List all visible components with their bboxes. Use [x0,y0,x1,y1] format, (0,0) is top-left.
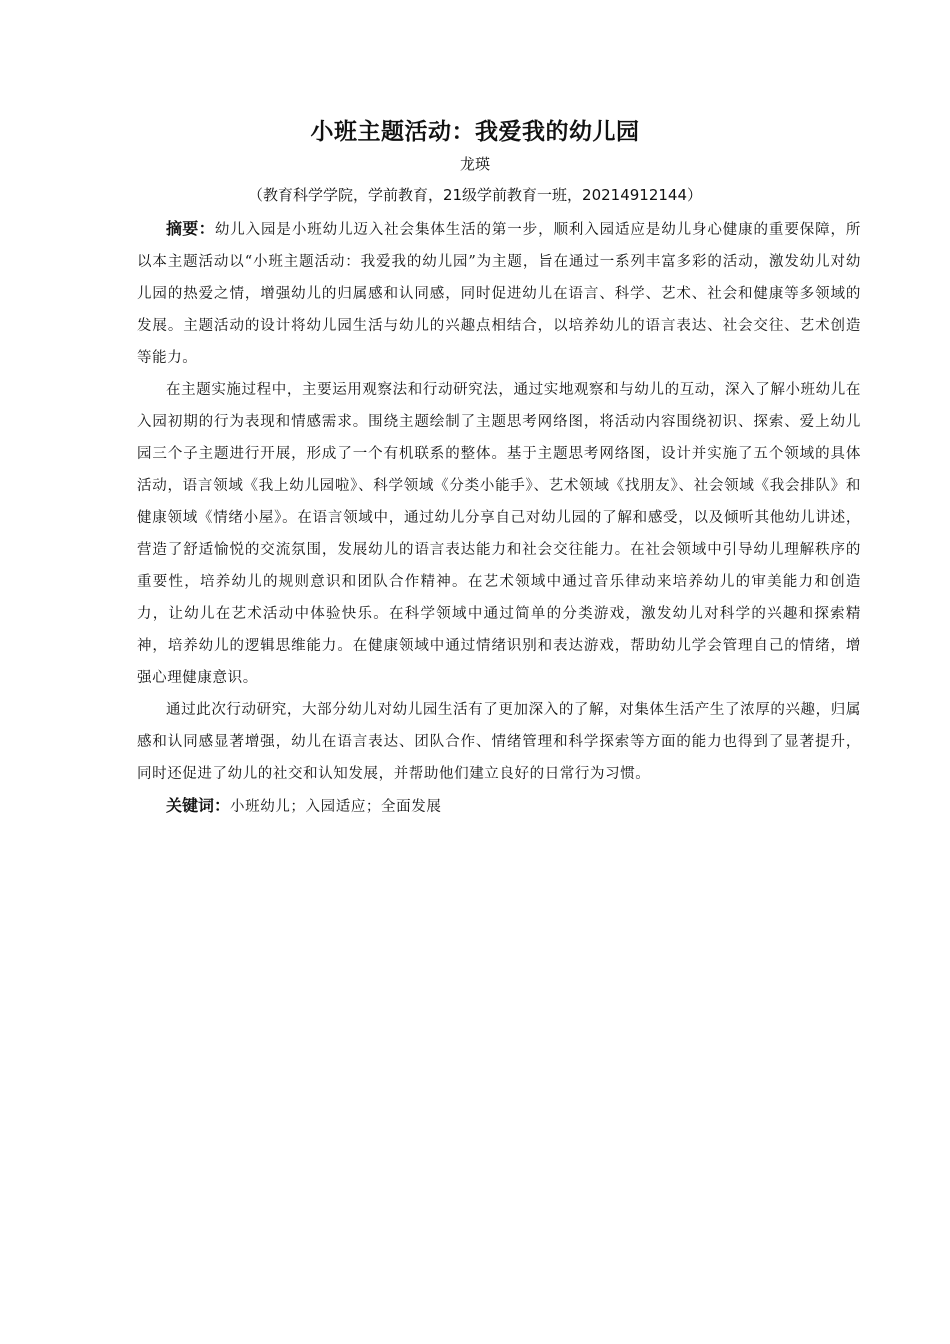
keywords-line [137,790,861,823]
abstract-paragraph: 在主题实施过程中，主要运用观察法和行动研究法，通过实地观察和与幼儿的互动，深入了解小班幼儿在入园初期的行为表现和情感需求。围绕主题绘制了主题思考网络图，将活动内容围绕初识、探索、爱上幼儿园三个子主题进行开展，形成了一个有机联系的整体。基于主题思考网络图，设计并实施了五个领域的具体活动，语言领域《我上幼儿园啦》、科学领域《分类小能手》、艺术领域《找朋友》、社会领域《我会排队》和健康领域《情绪小屋》。在语言领域中，通过幼儿分享自己对幼儿园的了解和感受，以及倾听其他幼儿讲述，营造了舒适愉悦的交流氛围，发展幼儿的语言表达能力和社会交往能力。在社会领域中引导幼儿理解秩序的重要性，培养幼儿的规则意识和团队合作精神。在艺术领域中通过音乐律动来培养幼儿的审美能力和创造力，让幼儿在艺术活动中体验快乐。在科学领域中通过简单的分类游戏，激发幼儿对科学的兴趣和探索精神，培养幼儿的逻辑思维能力。在健康领域中通过情绪识别和表达游戏，帮助幼儿学会管理自己的情绪，增强心理健康意识。 [137,382,861,686]
author-affiliation: （教育科学学院，学前教育，21级学前教育一班，20214912144） [247,186,703,204]
abstract-label: 摘要： [166,219,215,238]
abstract-paragraph [137,213,861,374]
author-name: 龙瑛 [459,155,490,173]
paper-title: 小班主题活动：我爱我的幼儿园 [310,119,640,145]
abstract-paragraph: 通过此次行动研究，大部分幼儿对幼儿园生活有了更加深入的了解，对集体生活产生了浓厚的兴趣，归属感和认同感显著增强，幼儿在语言表达、团队合作、情绪管理和科学探索等方面的能力也得到了显著提升，同时还促进了幼儿的社交和认知发展，并帮助他们建立良好的日常行为习惯。 [137,702,861,782]
keywords-text: 小班幼儿；入园适应；全面发展 [230,799,442,815]
abstract-paragraph-text: 幼儿入园是小班幼儿迈入社会集体生活的第一步，顺利入园适应是幼儿身心健康的重要保障，所以本主题活动以“小班主题活动：我爱我的幼儿园”为主题，旨在通过一系列丰富多彩的活动，激发幼儿对幼儿园的热爱之情，增强幼儿的归属感和认同感，同时促进幼儿在语言、科学、艺术、社会和健康等多领域的发展。主题活动的设计将幼儿园生活与幼儿的兴趣点相结合，以培养幼儿的语言表达、社会交往、艺术创造等能力。 [137,222,861,366]
abstract-section [137,213,861,823]
keywords-label: 关键词： [166,796,231,815]
